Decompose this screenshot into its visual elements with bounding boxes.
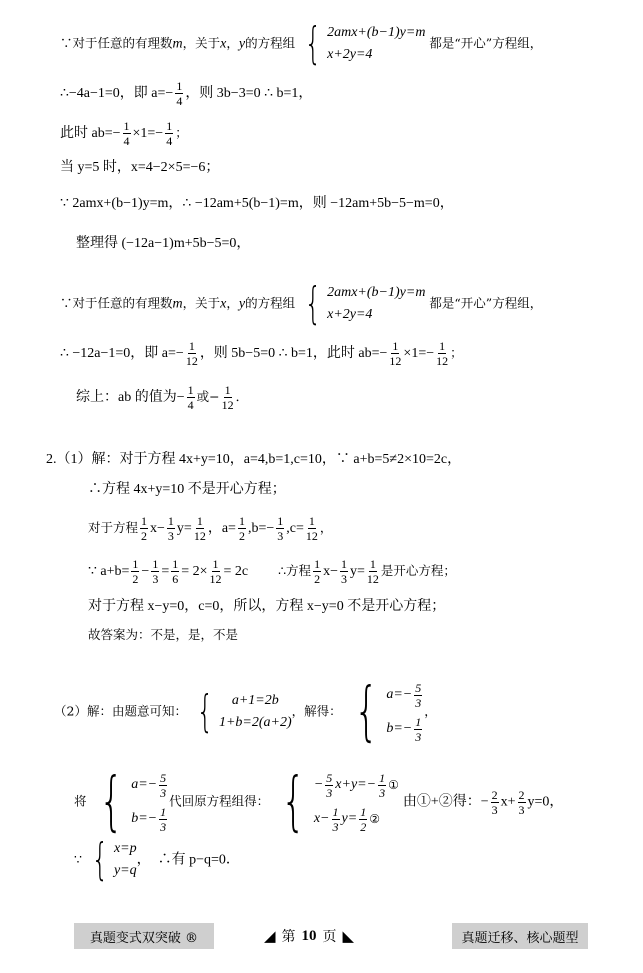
- line-1: [60, 18, 543, 69]
- p3-line: 将 { a=− $\frac{5}{3}$ b=− $\frac{1}{3}$ 代回原方程组得： { − $\frac{5}{3}$ x+y=− $\frac{1}{3}$ ① x− $\frac{1}{3}$ y= $\frac{1}{2}$ ② 由①+②得：− $\frac{2}{3}$ x+ $\frac{2}{3}$ y=0，: [74, 765, 564, 839]
- text: ，: [226, 35, 239, 51]
- text: ，关于: [182, 35, 221, 51]
- text: 的方程组: [245, 35, 296, 51]
- var-m: m: [172, 36, 183, 52]
- text: 此时 ab=−: [60, 126, 121, 141]
- text: ×1=−: [132, 126, 164, 141]
- text: 将: [74, 793, 87, 809]
- page-prefix: 第: [281, 929, 296, 945]
- page-num: 10: [301, 927, 317, 944]
- q2-line-4: ∵ a+b= $\frac{1}{2}$ − $\frac{1}{3}$ = $\frac{1}{6}$ = 2× $\frac{1}{12}$ = 2c ∴方程 $\frac{1}{2}$ x− $\frac{1}{3}$ y= $\frac{1}{12}$ 是开心方程；: [88, 557, 456, 586]
- equation-system-3: { a+1=2b 1+b=2(a+2): [196, 686, 292, 737]
- text: 都是“开心”方程组，: [429, 35, 543, 51]
- xy-system: { x=p y=q: [91, 834, 137, 885]
- line-4: [60, 158, 219, 177]
- triangle-left-icon: ◢: [264, 927, 276, 945]
- text: ；: [450, 345, 463, 360]
- var-x: x: [220, 36, 227, 52]
- text: ， ∴有 p−q=0．: [136, 852, 240, 868]
- var-y: y: [238, 36, 246, 52]
- q2-line-6: [88, 626, 238, 644]
- triangle-right-icon: ◣: [342, 927, 355, 945]
- text: （2）解：由题意可知：: [54, 703, 187, 719]
- text: ∵ 2amx+(b−1)y=m，∴ −12am+5(b−1)=m，则 −12am+5b−5−m=0，: [60, 196, 454, 211]
- text: 或−: [196, 389, 220, 404]
- text: 2.（1）解：对于方程 4x+y=10，a=4,b=1,c=10，∵ a+b=5≠2×10=2c，: [46, 452, 462, 467]
- line-7: [60, 278, 543, 329]
- text: ，则 3b−3=0 ∴ b=1，: [185, 86, 313, 101]
- solution-system: { a=− $\frac{5}{3}$ b=− $\frac{1}{3}$: [353, 675, 422, 749]
- text: ∴ −12a−1=0，即 a=−: [60, 346, 184, 361]
- system-eq-2: x+2y=4: [327, 307, 373, 322]
- text: ∵ a+b=: [88, 564, 130, 579]
- fraction: $\frac{1}{12}$: [389, 339, 402, 368]
- footer-left-text: 真题变式双突破 ®: [89, 930, 199, 946]
- text: ∵对于任意的有理数: [60, 35, 173, 51]
- text: 都是“开心”方程组，: [429, 295, 543, 311]
- fraction: $\frac{1}{4}$: [187, 383, 194, 412]
- text: 的方程组: [245, 295, 296, 311]
- footer-left-banner: [74, 923, 214, 949]
- footer-right-text: 真题迁移、核心题型: [461, 930, 579, 946]
- text: ×1=−: [403, 346, 435, 361]
- equation-system-2: { 2amx+(b−1)y=m x+2y=4: [304, 278, 426, 329]
- text: 整理得 (−12a−1)m+5b−5=0，: [76, 236, 251, 251]
- substitute-system: { a=− $\frac{5}{3}$ b=− $\frac{1}{3}$: [98, 765, 167, 839]
- var-x: x: [220, 296, 227, 312]
- line-5: [60, 194, 454, 213]
- text: 对于方程: [88, 520, 139, 535]
- p2-line-1: （2）解：由题意可知： { a+1=2b 1+b=2(a+2) ，解得： { a=− $\frac{5}{3}$ b=− $\frac{1}{3}$ ，: [54, 675, 437, 749]
- var-y: y: [238, 296, 246, 312]
- line-3: [60, 120, 188, 147]
- text: ∵对于任意的有理数: [60, 295, 173, 311]
- fraction: $\frac{1}{12}$: [185, 339, 198, 368]
- text: 当 y=5 时，x=4−2×5=−6；: [60, 160, 220, 175]
- q2-line-1: [46, 450, 461, 469]
- q2-line-2: [88, 480, 286, 499]
- fraction: $\frac{1}{12}$: [436, 339, 449, 368]
- text: ∵: [74, 851, 82, 867]
- fraction: $\frac{1}{4}$: [123, 119, 130, 148]
- system-eq-1: 2amx+(b−1)y=m: [327, 25, 426, 40]
- text: ；: [175, 125, 188, 140]
- text: 综上：ab 的值为−: [76, 390, 185, 405]
- text: 故答案为：不是，是，不是: [88, 627, 239, 642]
- text: ．: [235, 389, 249, 404]
- fraction: $\frac{1}{12}$: [221, 383, 234, 412]
- page-suffix: 页: [322, 929, 337, 945]
- text: ，则 5b−5=0 ∴ b=1，此时 ab=−: [199, 346, 388, 361]
- text: ，关于: [182, 295, 221, 311]
- p4-line: [74, 834, 240, 885]
- footer-right-banner: [452, 923, 588, 949]
- text: 对于方程 x−y=0，c=0，所以，方程 x−y=0 不是开心方程；: [88, 599, 446, 614]
- system-eq-2: x+2y=4: [327, 47, 373, 62]
- q2-line-5: [88, 597, 445, 616]
- fraction: $\frac{1}{4}$: [176, 79, 183, 108]
- text: 由①+②得：−: [402, 794, 489, 810]
- line-6: [76, 234, 250, 253]
- text: ，: [226, 295, 239, 311]
- original-system: { − $\frac{5}{3}$ x+y=− $\frac{1}{3}$ ① x− $\frac{1}{3}$ y= $\frac{1}{2}$ ②: [281, 765, 399, 839]
- text: ∴方程: [278, 563, 312, 578]
- text: ∴−4a−1=0，即 a=−: [60, 86, 174, 101]
- line-2: [60, 80, 312, 107]
- text: 代回原方程组得：: [169, 793, 270, 809]
- text: ∴方程 4x+y=10 不是开心方程；: [88, 482, 286, 497]
- q2-line-3: 对于方程 $\frac{1}{2}$ x− $\frac{1}{3}$ y= $\frac{1}{12}$ ，a= $\frac{1}{2}$ ,b=− $\frac{1}{3}$ ,c= $\frac{1}{12}$ ，: [88, 514, 333, 543]
- line-9: [76, 384, 248, 411]
- page-number: [264, 923, 354, 949]
- system-eq-1: 2amx+(b−1)y=m: [327, 285, 426, 300]
- equation-system-1: { 2amx+(b−1)y=m x+2y=4: [304, 18, 426, 69]
- line-8: [60, 340, 463, 367]
- fraction: $\frac{1}{4}$: [166, 119, 173, 148]
- var-m: m: [172, 296, 183, 312]
